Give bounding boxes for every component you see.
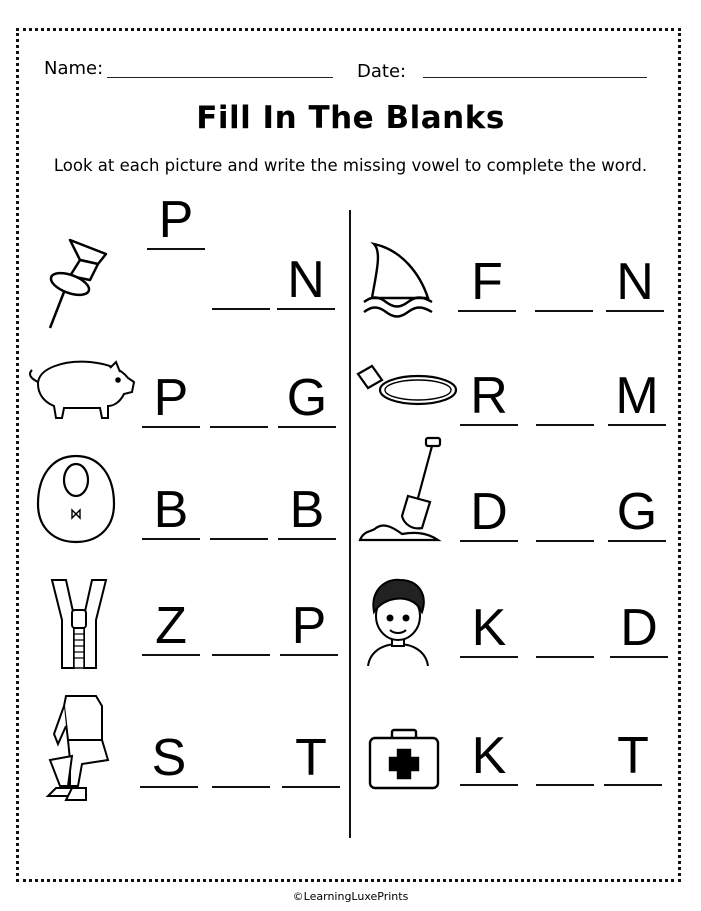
date-field[interactable] (423, 77, 647, 78)
blank-slot[interactable] (536, 724, 594, 786)
letter-slot (604, 724, 662, 786)
push-pin-icon (40, 232, 120, 332)
letter-slot (278, 366, 336, 428)
word-letter: G (286, 369, 328, 427)
word-letter: B (153, 481, 189, 539)
blank-slot[interactable] (536, 480, 594, 542)
letter-slot (142, 594, 200, 656)
word-letter: F (471, 253, 503, 311)
blank-slot[interactable] (535, 254, 593, 312)
date-label: Date: (357, 61, 407, 82)
blank-slot[interactable] (212, 594, 270, 656)
word-letter: B (289, 481, 325, 539)
letter-slot (142, 366, 200, 428)
word-letter: P (153, 369, 189, 427)
word-letter: D (470, 483, 508, 541)
word-letter: D (620, 599, 658, 657)
page-title: Fill In The Blanks (196, 100, 505, 136)
blank-slot[interactable] (210, 366, 268, 428)
blank-slot[interactable] (210, 478, 268, 540)
copyright-footer: ©LearningLuxePrints (292, 890, 409, 903)
zipper-icon (44, 576, 114, 672)
letter-slot (142, 478, 200, 540)
column-divider (349, 210, 351, 838)
letter-slot (278, 478, 336, 540)
first-aid-kit-icon (366, 726, 442, 792)
letter-slot (606, 254, 664, 312)
letter-slot (460, 724, 518, 786)
instructions-text: Look at each picture and write the missing vowel to complete the word. (53, 156, 648, 175)
name-label: Name: (44, 58, 104, 79)
baby-bib-icon (34, 452, 118, 546)
pig-icon (24, 354, 136, 422)
shovel-digging-icon (356, 436, 452, 546)
blank-slot[interactable] (212, 726, 270, 788)
letter-slot (282, 726, 340, 788)
word-letter: T (617, 727, 649, 785)
boy-face-icon (360, 576, 436, 666)
word-letter: Z (155, 597, 187, 655)
shark-fin-icon (362, 240, 438, 318)
letter-slot (140, 726, 198, 788)
letter-slot (458, 254, 516, 312)
letter-slot (280, 594, 338, 656)
blank-slot[interactable] (536, 596, 594, 658)
word-letter: T (295, 729, 327, 787)
word-letter: R (470, 367, 508, 425)
blank-slot[interactable] (536, 364, 594, 426)
word-letter: N (616, 253, 654, 311)
name-field[interactable] (107, 77, 333, 78)
word-letter: S (151, 729, 187, 787)
letter-slot (460, 596, 518, 658)
letter-slot (460, 364, 518, 426)
letter-slot (608, 480, 666, 542)
word-letter: M (615, 367, 659, 425)
blank-slot[interactable] (212, 250, 270, 310)
basketball-hoop-rim-icon (356, 362, 460, 418)
word-letter: K (471, 727, 507, 785)
letter-slot (608, 364, 666, 426)
letter-slot (460, 480, 518, 542)
word-letter: G (616, 483, 658, 541)
letter-slot (610, 596, 668, 658)
word-letter: K (471, 599, 507, 657)
sitting-person-icon (36, 690, 118, 810)
letter-slot (277, 250, 335, 310)
word-letter: P (158, 191, 194, 249)
word-letter: N (287, 251, 325, 309)
word-letter: P (291, 597, 327, 655)
